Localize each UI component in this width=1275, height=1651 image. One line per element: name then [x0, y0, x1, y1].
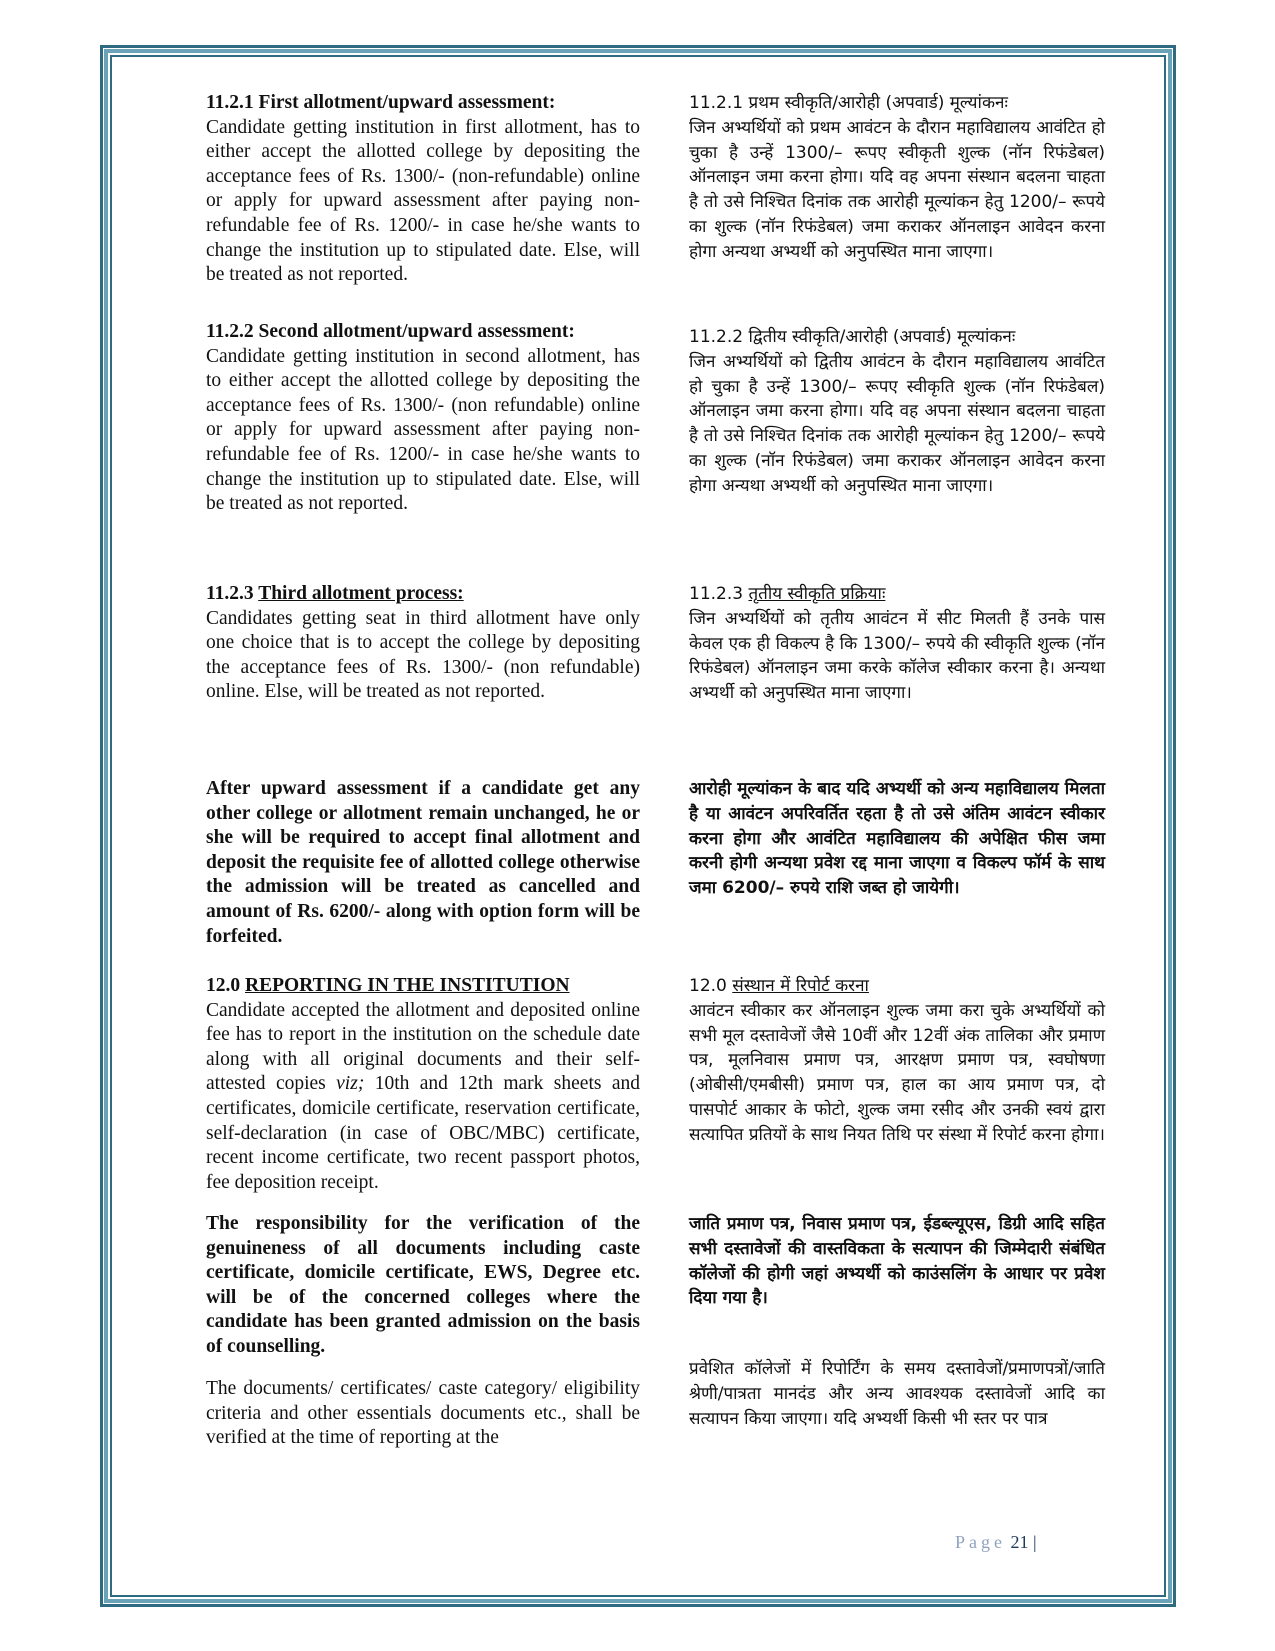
section-number: 12.0 [689, 976, 733, 996]
section-number: 11.2.3 [206, 583, 259, 604]
upward-note-text: After upward assessment if a candidate get any other college or allotment remain unchanged, he or she will be required to accept final allotment and deposit the requisite fee of allotted college otherwise the admission will be treated as cancelled and amount of Rs. 6200/- along with option form will be forfeited. [206, 778, 640, 947]
verification-text: The documents/ certificates/ caste category/ eligibility criteria and other essentials documents etc., shall be verified at the time of reporting at the [206, 1378, 640, 1449]
section-text-viz: viz; [336, 1073, 365, 1095]
responsibility-en [206, 1212, 640, 1360]
upward-note-en [206, 777, 640, 949]
section-title: REPORTING IN THE INSTITUTION [245, 975, 570, 996]
upward-note-hi [689, 777, 1105, 901]
section-heading [689, 582, 1105, 607]
section-11-2-1-en [206, 91, 640, 288]
section-11-2-2-en [206, 320, 640, 517]
section-text: जिन अभ्यर्थियों को द्वितीय आवंटन के दौरान महाविद्यालय आवंटित हो चुका है उन्हें 1300/– रूपए स्वीकृति शुल्क (नॉन रिफंडेबल) ऑनलाइन जमा करना होगा। यदि वह अपना संस्थान बदलना चाहता है तो उसे निश्चित दिनांक तक आरोही मूल्यांकन हेतु 1200/– रूपये का शुल्क (नॉन रिफंडेबल) जमा कराकर ऑनलाइन आवेदन करना होगा अन्यथा अभ्यर्थी को अनुपस्थित माना जाएगा। [689, 351, 1105, 496]
section-11-2-1-hi [689, 91, 1105, 265]
verification-en [206, 1377, 640, 1451]
reporting-en [206, 974, 640, 1195]
section-heading [689, 974, 1105, 999]
section-heading: 11.2.2 द्वितीय स्वीकृति/आरोही (अपवार्ड) मूल्यांकनः [689, 327, 1016, 347]
page-number [955, 1532, 1037, 1553]
section-text [206, 999, 640, 1196]
section-heading [206, 974, 640, 999]
section-text: Candidate getting institution in first allotment, has to either accept the allotted college by depositing the acceptance fees of Rs. 1300/- (non-refundable) online or apply for upward assessment after paying non- refundable fee of Rs. 1200/- in case he/she wants to change the institution up to stipulated date. Else, will be treated as not reported. [206, 116, 640, 286]
section-number: 11.2.3 [689, 584, 749, 604]
section-text: जिन अभ्यर्थियों को तृतीय आवंटन में सीट मिलती हैं उनके पास केवल एक ही विकल्प है कि 1300/– रुपये की स्वीकृति शुल्क (नॉन रिफंडेबल) ऑनलाइन जमा करके कॉलेज स्वीकार करना है। अन्यथा अभ्यर्थी को अनुपस्थित माना जाएगा। [689, 608, 1105, 704]
section-11-2-2-hi [689, 325, 1105, 499]
section-11-2-3-hi [689, 582, 1105, 706]
section-heading [206, 582, 640, 607]
responsibility-text: जाति प्रमाण पत्र, निवास प्रमाण पत्र, ईडब्ल्यूएस, डिग्री आदि सहित सभी दस्तावेजों की वास्तविकता के सत्यापन की जिम्मेदारी संबंधित कॉलेजों की होगी जहां अभ्यर्थी को काउंसलिंग के आधार पर प्रवेश दिया गया है। [689, 1214, 1105, 1309]
section-number: 12.0 [206, 975, 245, 996]
section-text: Candidate getting institution in second allotment, has to either accept the allotted college by depositing the acceptance fees of Rs. 1300/- (non refundable) online or apply for upward assessment after paying non- refundable fee of Rs. 1200/- in case he/she wants to change the institution up to stipulated date. Else, will be treated as not reported. [206, 345, 640, 515]
section-11-2-3-en [206, 582, 640, 705]
responsibility-hi [689, 1212, 1105, 1311]
verification-hi [689, 1357, 1105, 1431]
section-heading: 11.2.1 प्रथम स्वीकृति/आरोही (अपवार्ड) मूल्यांकनः [689, 93, 1008, 113]
section-title: Third allotment process: [258, 583, 464, 604]
responsibility-text: The responsibility for the verification of the genuineness of all documents including caste certificate, domicile certificate, EWS, Degree etc. will be of the concerned colleges where the candidate has been granted admission on the basis of counselling. [206, 1213, 640, 1357]
verification-text: प्रवेशित कॉलेजों में रिपोर्टिंग के समय दस्तावेजों/प्रमाणपत्रों/जाति श्रेणी/पात्रता मानदंड और अन्य आवश्यक दस्तावेजों आदि का सत्यापन किया जाएगा। यदि अभ्यर्थी किसी भी स्तर पर पात्र [689, 1359, 1105, 1429]
section-text: आवंटन स्वीकार कर ऑनलाइन शुल्क जमा करा चुके अभ्यर्थियों को सभी मूल दस्तावेजों जैसे 10वीं और 12वीं अंक तालिका और प्रमाण पत्र, मूलनिवास प्रमाण पत्र, आरक्षण प्रमाण पत्र, स्वघोषणा (ओबीसी/एमबीसी) प्रमाण पत्र, हाल का आय प्रमाण पत्र, दो पासपोर्ट आकार के फोटो, शुल्क जमा रसीद और उनकी स्वयं द्वारा सत्यापित प्रतियों के साथ नियत तिथि पर संस्था में रिपोर्ट करना होगा। [689, 1000, 1105, 1145]
section-heading: 11.2.2 Second allotment/upward assessment: [206, 321, 575, 342]
section-title: संस्थान में रिपोर्ट करना [732, 976, 869, 996]
page-label: Page [955, 1532, 1006, 1552]
upward-note-text: आरोही मूल्यांकन के बाद यदि अभ्यर्थी को अन्य महाविद्यालय मिलता है या आवंटन अपरिवर्तित रहता है तो उसे अंतिम आवंटन स्वीकार करना होगा और आवंटित महाविद्यालय की अपेक्षित फीस जमा करनी होगी अन्यथा प्रवेश रद्द माना जाएगा व विकल्प फॉर्म के साथ जमा 6200/– रुपये राशि जब्त हो जायेगी। [689, 779, 1105, 899]
section-text-part: Candidate accepted the allotment and deposited online fee has to report in the institution on the schedule date along with all original documents and their self-attested copies [206, 999, 640, 1095]
reporting-hi [689, 974, 1105, 1148]
page-separator: | [1033, 1532, 1037, 1552]
section-text: जिन अभ्यर्थियों को प्रथम आवंटन के दौरान महाविद्यालय आवंटित हो चुका है उन्हें 1300/– रूपए स्वीकृती शुल्क (नॉन रिफंडेबल) ऑनलाइन जमा करना होगा। यदि वह अपना संस्थान बदलना चाहता है तो उसे निश्चित दिनांक तक आरोही मूल्यांकन हेतु 1200/– रूपये का शुल्क (नॉन रिफंडेबल) जमा कराकर ऑनलाइन आवेदन करना होगा अन्यथा अभ्यर्थी को अनुपस्थित माना जाएगा। [689, 117, 1105, 262]
section-title: तृतीय स्वीकृति प्रक्रियाः [748, 584, 886, 604]
section-heading: 11.2.1 First allotment/upward assessment: [206, 92, 556, 113]
page-number-value: 21 [1010, 1532, 1029, 1552]
section-text: Candidates getting seat in third allotment have only one choice that is to accept the college by depositing the acceptance fees of Rs. 1300/- (non refundable) online. Else, will be treated as not reported. [206, 607, 640, 703]
section-text-part: 10th and 12th mark sheets and certificates, domicile certificate, reservation certificate, self-declaration (in case of OBC/MBC) certificate, recent income certificate, two recent passport photos, fee deposition receipt. [206, 1073, 640, 1193]
